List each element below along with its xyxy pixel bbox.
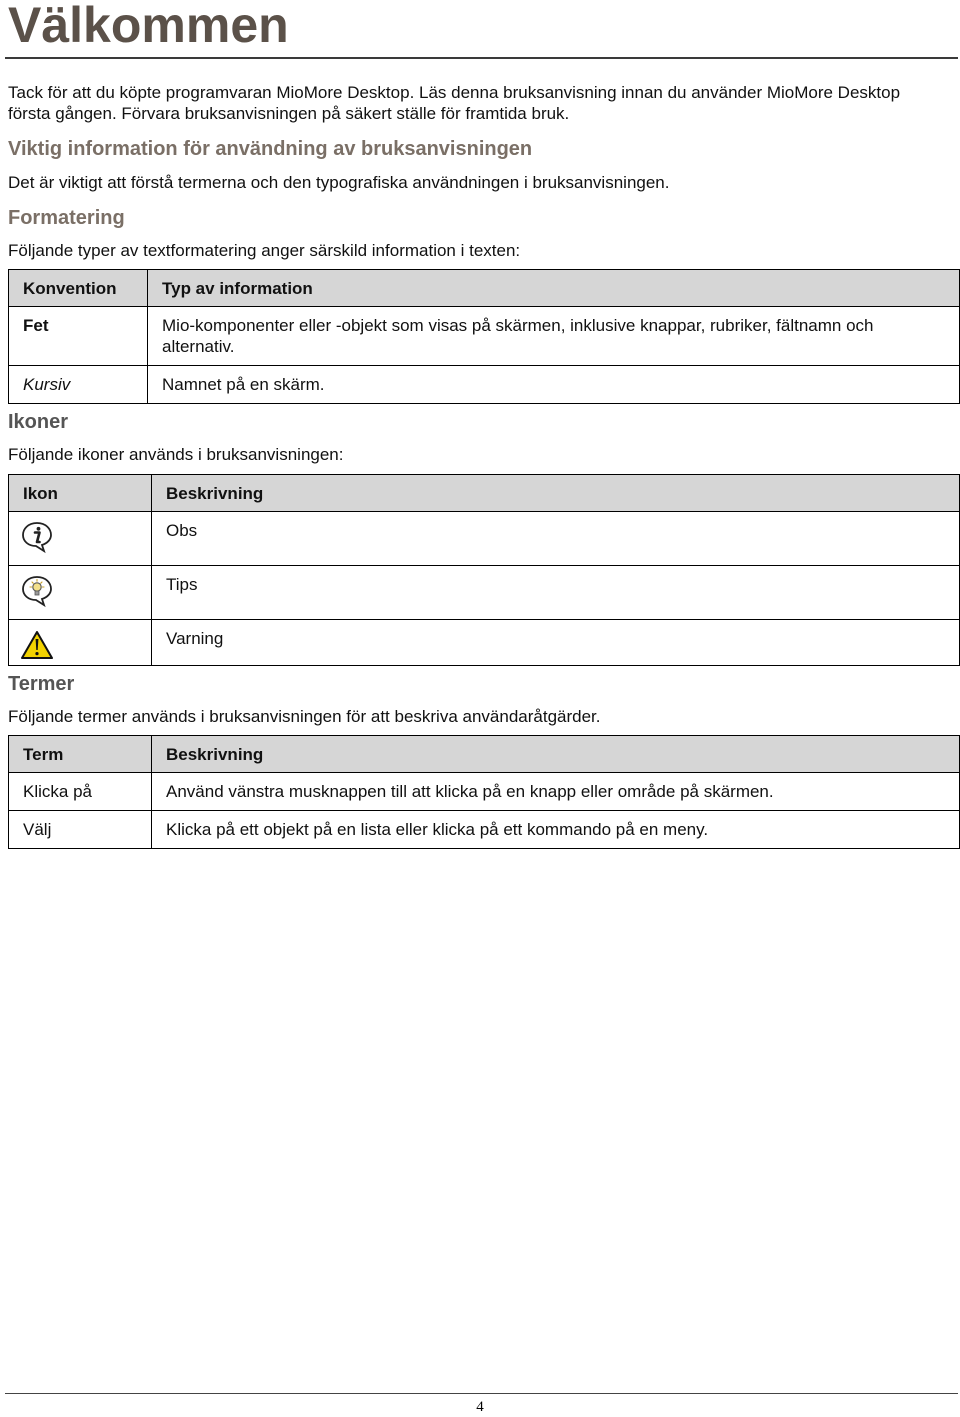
table-header-cell: Term	[9, 736, 152, 773]
info-cell: Mio-komponenter eller -objekt som visas på skärmen, inklusive knappar, rubriker, fältnamn och alternativ.	[148, 307, 960, 366]
important-paragraph: Det är viktigt att förstå termerna och den typografiska användningen i bruksanvisningen.	[8, 173, 670, 192]
table-header-cell: Konvention	[9, 270, 148, 307]
warning-triangle-icon	[19, 628, 55, 662]
terms-heading: Termer	[8, 673, 75, 695]
description-cell: Använd vänstra musknappen till att klicka på en knapp eller område på skärmen.	[152, 773, 960, 811]
important-heading: Viktig information för användning av bruksanvisningen	[8, 138, 533, 160]
table-row	[9, 620, 960, 666]
table-header-row	[9, 736, 960, 773]
table-header-cell: Beskrivning	[152, 736, 960, 773]
icon-cell	[9, 620, 152, 666]
description-cell: Klicka på ett objekt på en lista eller klicka på ett kommando på en meny.	[152, 811, 960, 849]
terms-table	[8, 735, 960, 849]
lightbulb-speech-bubble-icon	[19, 574, 55, 608]
description-cell: Varning	[152, 620, 960, 666]
convention-cell: Fet	[9, 307, 148, 366]
terms-paragraph: Följande termer används i bruksanvisningen för att beskriva användaråtgärder.	[8, 707, 601, 726]
icon-cell	[9, 566, 152, 620]
convention-cell: Kursiv	[9, 366, 148, 404]
table-row	[9, 811, 960, 849]
icon-cell	[9, 512, 152, 566]
icons-paragraph: Följande ikoner används i bruksanvisningen:	[8, 445, 344, 464]
table-header-row	[9, 270, 960, 307]
title-rule	[5, 57, 958, 59]
page-number: 4	[476, 1399, 484, 1415]
footer-rule	[5, 1393, 958, 1394]
formatting-table	[8, 269, 960, 404]
icons-table	[8, 474, 960, 666]
table-header-cell: Ikon	[9, 475, 152, 512]
icons-heading: Ikoner	[8, 411, 69, 433]
page-title: Välkommen	[8, 0, 289, 53]
term-cell: Välj	[9, 811, 152, 849]
description-cell: Obs	[152, 512, 960, 566]
formatting-paragraph: Följande typer av textformatering anger särskild information i texten:	[8, 241, 521, 260]
table-header-cell: Beskrivning	[152, 475, 960, 512]
info-speech-bubble-icon	[19, 520, 55, 554]
term-cell: Klicka på	[9, 773, 152, 811]
table-row	[9, 566, 960, 620]
table-row	[9, 307, 960, 366]
formatting-heading: Formatering	[8, 207, 125, 229]
intro-paragraph: Tack för att du köpte programvaran MioMore Desktop. Läs denna bruksanvisning innan du använder MioMore Desktop första gången. Förvara bruksanvisningen på säkert ställe för framtida bruk.	[8, 83, 901, 123]
table-header-row	[9, 475, 960, 512]
info-cell: Namnet på en skärm.	[148, 366, 960, 404]
table-row	[9, 512, 960, 566]
description-cell: Tips	[152, 566, 960, 620]
table-header-cell: Typ av information	[148, 270, 960, 307]
table-row	[9, 366, 960, 404]
table-row	[9, 773, 960, 811]
